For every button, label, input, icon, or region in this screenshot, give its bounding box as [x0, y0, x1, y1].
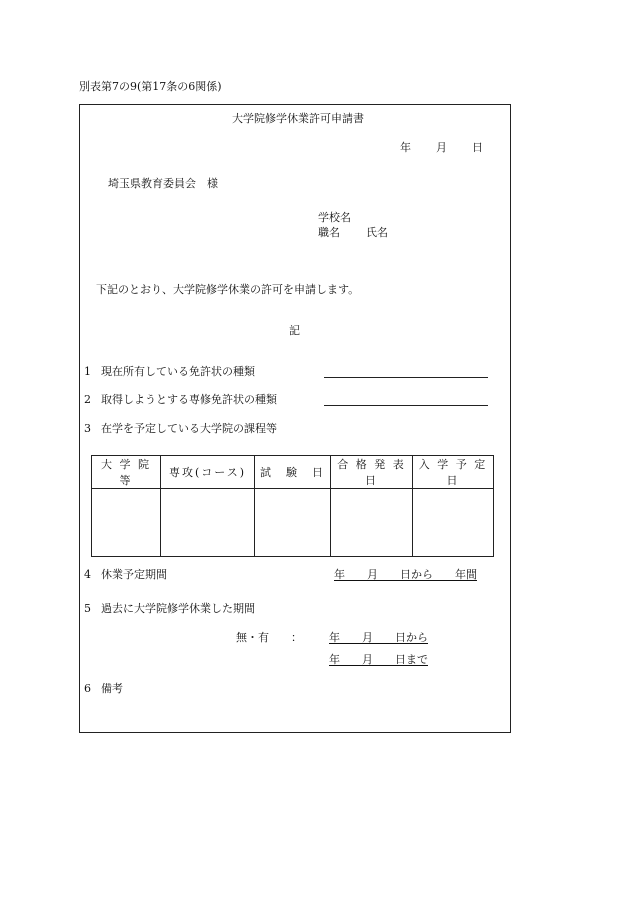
cell-enrollment-date[interactable]: [413, 489, 494, 557]
past-from-text: 年 月 日から: [329, 631, 428, 644]
school-label: 学校名: [318, 211, 351, 224]
header-enrollment-date: 入 学 予 定 日: [413, 456, 494, 489]
table-header-row: [92, 456, 494, 489]
item-4-label: 休業予定期間: [101, 568, 167, 581]
item-5-number: 5: [84, 602, 91, 615]
graduate-school-table: [91, 455, 494, 557]
date-month: 月: [436, 141, 447, 154]
addressee: 埼玉県教育委員会 様: [108, 177, 218, 190]
item-6-label: 備考: [101, 682, 123, 695]
header-note: 別表第7の9(第17条の6関係): [79, 80, 222, 93]
name-label: 氏名: [366, 226, 388, 239]
header-graduate-school: 大 学 院 等: [92, 456, 161, 489]
cell-graduate-school[interactable]: [92, 489, 161, 557]
date-day: 日: [472, 141, 483, 154]
item-3-number: 3: [84, 422, 91, 435]
header-major: 専攻(コース): [161, 456, 255, 489]
item-2-label: 取得しようとする専修免許状の種類: [101, 393, 277, 406]
leave-period-field[interactable]: [312, 569, 477, 580]
header-result-date: 合 格 発 表 日: [331, 456, 413, 489]
date-year: 年: [400, 141, 411, 154]
table-row: [92, 489, 494, 557]
past-to-field[interactable]: [307, 654, 428, 665]
ki-heading: 記: [289, 324, 300, 337]
header-exam-date: 試 験 日: [255, 456, 331, 489]
cell-result-date[interactable]: [331, 489, 413, 557]
form-title: 大学院修学休業許可申請書: [232, 112, 364, 125]
past-from-field[interactable]: [307, 632, 428, 643]
cell-major[interactable]: [161, 489, 255, 557]
past-to-text: 年 月 日まで: [329, 653, 428, 666]
leave-period-text: 年 月 日から 年間: [334, 568, 477, 581]
item-6-number: 6: [84, 682, 91, 695]
request-text: 下記のとおり、大学院修学休業の許可を申請します。: [96, 283, 360, 296]
item-1-label: 現在所有している免許状の種類: [101, 365, 255, 378]
item-1-number: 1: [84, 365, 91, 378]
item-5-label: 過去に大学院修学休業した期間: [101, 602, 255, 615]
item-1-answer-line[interactable]: [324, 377, 488, 378]
item-4-number: 4: [84, 568, 91, 581]
past-choice[interactable]: 無・有 ：: [236, 631, 302, 644]
item-2-answer-line[interactable]: [324, 405, 488, 406]
position-label: 職名: [318, 226, 340, 239]
item-3-label: 在学を予定している大学院の課程等: [101, 422, 277, 435]
cell-exam-date[interactable]: [255, 489, 331, 557]
item-2-number: 2: [84, 393, 91, 406]
